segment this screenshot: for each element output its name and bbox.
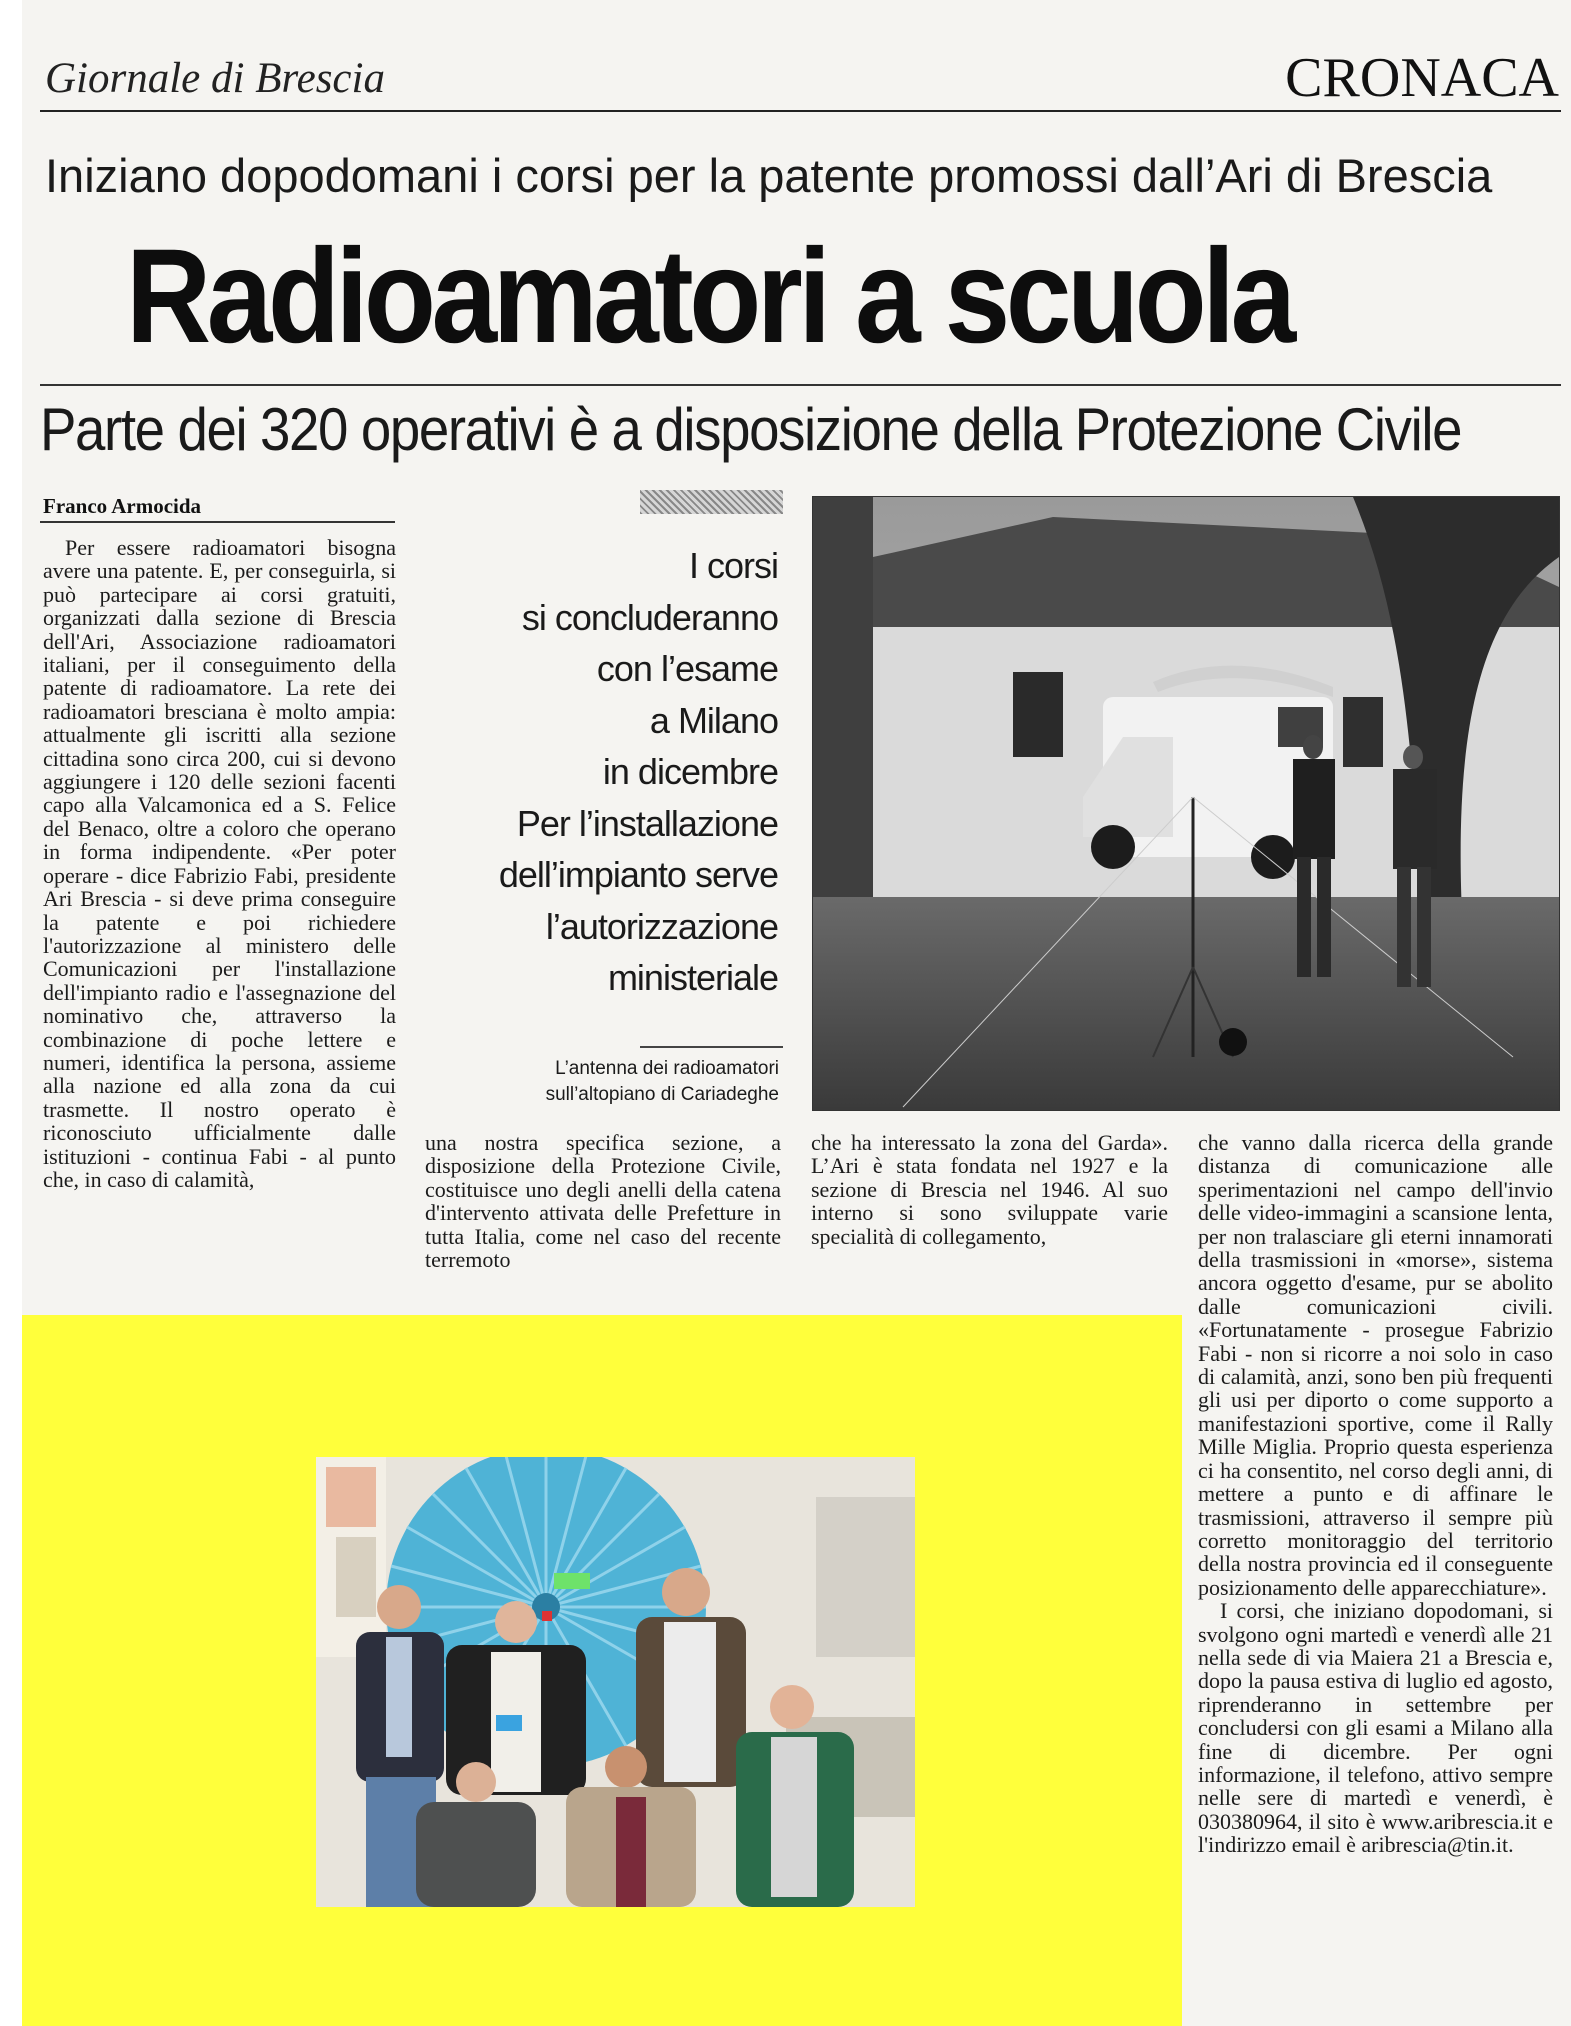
header-rule [40,110,1561,112]
photo-caption [379,1056,779,1108]
pullquote-line: I corsi [688,545,778,586]
pullquote-line: a Milano [649,699,778,741]
paragraph: I corsi, che iniziano dopodomani, si svolgono ogni martedì e venerdì alle 21 nella sede di via Maiera 21 a Brescia e, dopo la pausa estiva di luglio ed agosto, riprenderanno in settembre per concludersi con gli esami a Milano alla fine di dicembre. Per ogni informazione, il telefono, attivo sempre nelle sere di martedì e venerdì, è 030380964, il sito è www.aribrescia.it e l'indirizzo email è aribrescia@tin.it. [1198,1598,1553,1858]
pullquote-line: ministeriale [607,957,778,998]
article-column-3: che ha interessato la zona del Garda». L’Ari è stata fondata nel 1927 e la sezione di Brescia nel 1946. Al suo interno si sono sviluppate varie specialità di collegamento, [811,1130,1168,1249]
article-column-4 [1198,1131,1553,1857]
pullquote-line: dell’impianto serve [498,854,778,895]
paragraph: che vanno dalla ricerca della grande distanza di comunicazione alle sperimentazioni nel campo dell'invio delle video-immagini a scansione lenta, per non tralasciare gli eterni innamorati della trasmissioni in «morse», sistema ancora oggetto d'esame, pur se abolito dalle comunicazioni civili. «Fortunatamente - prosegue Fabrizio Fabi - non si ricorre a noi solo in caso di calamità, anzi, sono ben più frequenti gli usi per diporto o come supporto a manifestazioni sportive, come il Rally Mille Miglia. Proprio questa esperienza ci ha consentito, nel corso degli anni, di mettere a punto e di affinare le trasmissioni, attraverso il sempre più corretto monitoraggio del territorio della nostra provincia ed il conseguente posizionamento delle apparecchiature». [1198,1130,1553,1600]
pullquote-line: con l’esame [596,648,778,689]
pullquote-line: l’autorizzazione [545,905,778,947]
headline-rule [40,384,1561,386]
group-photo [316,1457,915,1907]
caption-line: sull’altopiano di Cariadeghe [545,1084,779,1105]
antenna-photo [812,496,1560,1111]
pullquote-line: in dicembre [602,751,778,792]
section-label: CRONACA [1285,47,1559,109]
headline: Radioamatori a scuola [126,222,1292,371]
caption-line: L’antenna dei radioamatori [555,1058,779,1079]
article-column-1: Per essere radioamatori bisogna avere una patente. E, per conseguirla, si può partecipare ai corsi gratuiti, organizzati dalla sezione di Brescia dell'Ari, Associazione radioamatori italiani, per il conseguimento della patente di radioamatore. La rete dei radioamatori bresciana è molto ampia: attualmente gli iscritti alla sezione cittadina sono circa 200, cui si devono aggiungere i 120 delle sezioni facenti capo alla Valcamonica ed a S. Felice del Benaco, oltre a coloro che operano in forma indipendente. «Per poter operare - dice Fabrizio Fabi, presidente Ari Brescia - si deve prima conseguire la patente e poi richiedere l'autorizzazione al ministero delle Comunicazioni per l'installazione dell'impianto radio e l'assegnazione del nominativo che, attraverso la combinazione di poche lettere e numeri, identifica la persona, assieme alla nazione ed alla zona da cui trasmette. Il nostro operato è riconosciuto ufficialmente dalle istituzioni - continua Fabi - al punto che, in caso di calamità, [43,535,396,1192]
pullquote-line: si concluderanno [521,596,778,638]
kicker: Iniziano dopodomani i corsi per la patente promossi dall’Ari di Brescia [45,149,1493,202]
pullquote-ornament [640,490,783,514]
caption-rule [640,1046,783,1048]
subhead: Parte dei 320 operativi è a disposizione della Protezione Civile [40,396,1462,463]
pullquote [418,540,778,1004]
byline-rule [40,521,395,523]
masthead: Giornale di Brescia [45,55,385,102]
byline: Franco Armocida [43,494,202,518]
pullquote-line: Per l’installazione [516,802,778,844]
article-column-2: una nostra specifica sezione, a disposizione della Protezione Civile, costituisce uno degli anelli della catena d'intervento attivata delle Prefetture in tutta Italia, come nel caso del recente terremoto [425,1130,781,1273]
